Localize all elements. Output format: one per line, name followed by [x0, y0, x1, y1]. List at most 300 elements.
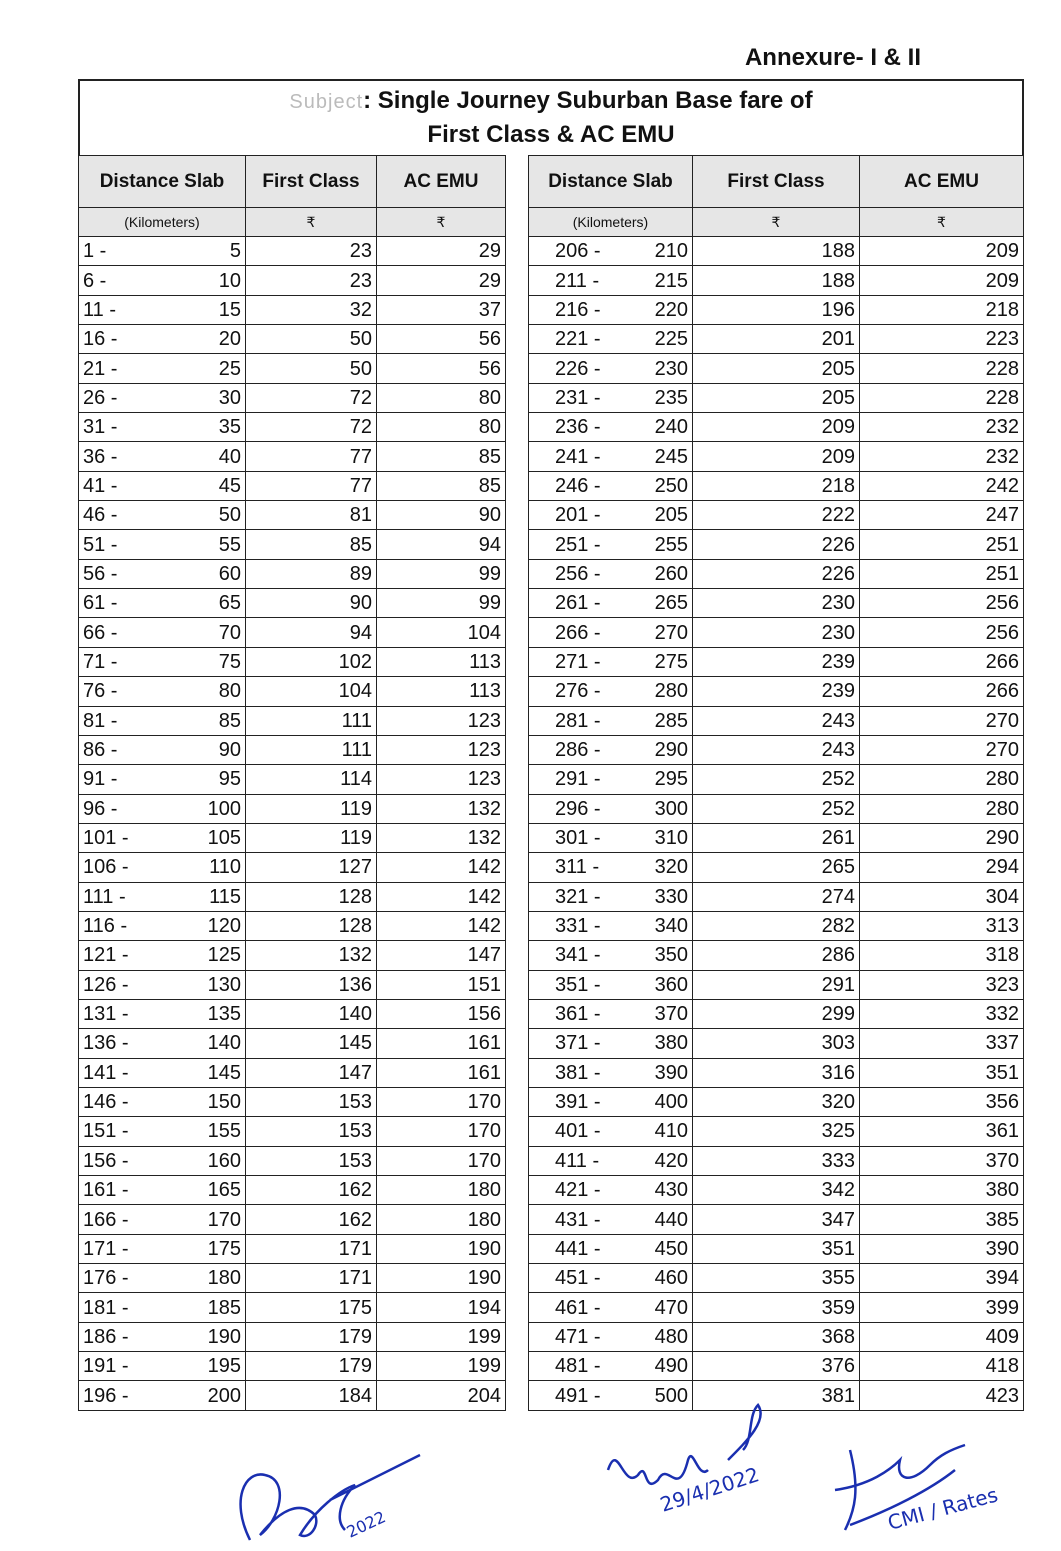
table-row — [79, 911, 506, 940]
table-row — [79, 1058, 506, 1087]
distance-to: 85 — [174, 706, 246, 735]
table-row — [529, 794, 1024, 823]
ac-emu-fare: 399 — [860, 1293, 1024, 1322]
ac-emu-fare: 99 — [377, 559, 506, 588]
first-class-fare: 23 — [246, 266, 377, 295]
ac-emu-fare: 394 — [860, 1264, 1024, 1293]
ac-emu-fare: 228 — [860, 354, 1024, 383]
header-ac-emu: AC EMU — [860, 156, 1024, 208]
distance-from: 1 - — [79, 237, 174, 266]
distance-to: 255 — [617, 530, 693, 559]
ac-emu-fare: 199 — [377, 1352, 506, 1381]
distance-from: 391 - — [529, 1087, 617, 1116]
distance-from: 206 - — [529, 237, 617, 266]
distance-from: 481 - — [529, 1352, 617, 1381]
ac-emu-fare: 356 — [860, 1087, 1024, 1116]
table-row — [529, 1264, 1024, 1293]
table-row — [529, 383, 1024, 412]
ac-emu-fare: 142 — [377, 911, 506, 940]
distance-from: 61 - — [79, 589, 174, 618]
distance-to: 35 — [174, 413, 246, 442]
distance-from: 281 - — [529, 706, 617, 735]
ac-emu-fare: 147 — [377, 941, 506, 970]
ac-emu-fare: 190 — [377, 1264, 506, 1293]
first-class-fare: 274 — [693, 882, 860, 911]
ac-emu-fare: 190 — [377, 1234, 506, 1263]
table-row — [529, 442, 1024, 471]
first-class-fare: 184 — [246, 1381, 377, 1410]
first-class-fare: 179 — [246, 1352, 377, 1381]
ac-emu-fare: 232 — [860, 413, 1024, 442]
table-row — [79, 765, 506, 794]
table-row — [529, 853, 1024, 882]
subheader-rupee: ₹ — [693, 208, 860, 237]
subheader-rupee: ₹ — [860, 208, 1024, 237]
ac-emu-fare: 423 — [860, 1381, 1024, 1410]
ac-emu-fare: 161 — [377, 1058, 506, 1087]
subheader-rupee: ₹ — [377, 208, 506, 237]
distance-from: 266 - — [529, 618, 617, 647]
header-first-class: First Class — [246, 156, 377, 208]
distance-from: 286 - — [529, 735, 617, 764]
first-class-fare: 147 — [246, 1058, 377, 1087]
first-class-fare: 205 — [693, 383, 860, 412]
distance-to: 340 — [617, 911, 693, 940]
first-class-fare: 179 — [246, 1322, 377, 1351]
table-row — [529, 1117, 1024, 1146]
table-row — [529, 882, 1024, 911]
distance-from: 101 - — [79, 823, 174, 852]
header-distance: Distance Slab — [529, 156, 693, 208]
distance-from: 361 - — [529, 999, 617, 1028]
table-row — [529, 647, 1024, 676]
distance-to: 285 — [617, 706, 693, 735]
ac-emu-fare: 142 — [377, 882, 506, 911]
ac-emu-fare: 418 — [860, 1352, 1024, 1381]
distance-to: 380 — [617, 1029, 693, 1058]
distance-from: 331 - — [529, 911, 617, 940]
first-class-fare: 128 — [246, 882, 377, 911]
ac-emu-fare: 280 — [860, 765, 1024, 794]
distance-from: 36 - — [79, 442, 174, 471]
distance-to: 265 — [617, 589, 693, 618]
distance-from: 111 - — [79, 882, 174, 911]
distance-to: 40 — [174, 442, 246, 471]
distance-from: 341 - — [529, 941, 617, 970]
first-class-fare: 218 — [693, 471, 860, 500]
distance-to: 490 — [617, 1352, 693, 1381]
ac-emu-fare: 337 — [860, 1029, 1024, 1058]
distance-to: 430 — [617, 1176, 693, 1205]
ac-emu-fare: 251 — [860, 530, 1024, 559]
distance-to: 150 — [174, 1087, 246, 1116]
first-class-fare: 282 — [693, 911, 860, 940]
distance-to: 50 — [174, 501, 246, 530]
ac-emu-fare: 37 — [377, 295, 506, 324]
distance-to: 210 — [617, 237, 693, 266]
ac-emu-fare: 56 — [377, 325, 506, 354]
first-class-fare: 119 — [246, 794, 377, 823]
table-row — [529, 1087, 1024, 1116]
distance-from: 491 - — [529, 1381, 617, 1410]
first-class-fare: 265 — [693, 853, 860, 882]
ac-emu-fare: 94 — [377, 530, 506, 559]
distance-from: 106 - — [79, 853, 174, 882]
table-row — [79, 618, 506, 647]
table-row — [529, 1322, 1024, 1351]
distance-to: 165 — [174, 1176, 246, 1205]
first-class-fare: 77 — [246, 471, 377, 500]
distance-to: 225 — [617, 325, 693, 354]
distance-from: 251 - — [529, 530, 617, 559]
distance-to: 350 — [617, 941, 693, 970]
table-row — [529, 1293, 1024, 1322]
ac-emu-fare: 90 — [377, 501, 506, 530]
ac-emu-fare: 80 — [377, 383, 506, 412]
first-class-fare: 72 — [246, 383, 377, 412]
signature-2 — [598, 1400, 788, 1520]
table-row — [79, 706, 506, 735]
ac-emu-fare: 113 — [377, 647, 506, 676]
first-class-fare: 90 — [246, 589, 377, 618]
distance-to: 80 — [174, 677, 246, 706]
table-row — [529, 1176, 1024, 1205]
distance-to: 170 — [174, 1205, 246, 1234]
distance-to: 200 — [174, 1381, 246, 1410]
ac-emu-fare: 266 — [860, 677, 1024, 706]
table-row — [529, 1352, 1024, 1381]
distance-to: 390 — [617, 1058, 693, 1087]
ac-emu-fare: 123 — [377, 706, 506, 735]
distance-from: 91 - — [79, 765, 174, 794]
ac-emu-fare: 104 — [377, 618, 506, 647]
distance-to: 295 — [617, 765, 693, 794]
distance-from: 301 - — [529, 823, 617, 852]
distance-to: 260 — [617, 559, 693, 588]
distance-from: 256 - — [529, 559, 617, 588]
distance-from: 166 - — [79, 1205, 174, 1234]
first-class-fare: 239 — [693, 647, 860, 676]
first-class-fare: 171 — [246, 1264, 377, 1293]
ac-emu-fare: 29 — [377, 266, 506, 295]
distance-from: 131 - — [79, 999, 174, 1028]
distance-from: 96 - — [79, 794, 174, 823]
first-class-fare: 243 — [693, 706, 860, 735]
first-class-fare: 127 — [246, 853, 377, 882]
distance-from: 371 - — [529, 1029, 617, 1058]
table-row — [529, 530, 1024, 559]
distance-to: 65 — [174, 589, 246, 618]
first-class-fare: 376 — [693, 1352, 860, 1381]
table-row — [79, 589, 506, 618]
distance-from: 86 - — [79, 735, 174, 764]
distance-to: 175 — [174, 1234, 246, 1263]
first-class-fare: 342 — [693, 1176, 860, 1205]
table-row — [79, 941, 506, 970]
distance-from: 81 - — [79, 706, 174, 735]
distance-from: 441 - — [529, 1234, 617, 1263]
table-row — [79, 442, 506, 471]
first-class-fare: 171 — [246, 1234, 377, 1263]
first-class-fare: 351 — [693, 1234, 860, 1263]
distance-from: 321 - — [529, 882, 617, 911]
distance-from: 261 - — [529, 589, 617, 618]
ac-emu-fare: 161 — [377, 1029, 506, 1058]
signature-1-stroke — [241, 1455, 420, 1540]
ac-emu-fare: 318 — [860, 941, 1024, 970]
distance-to: 60 — [174, 559, 246, 588]
ac-emu-fare: 390 — [860, 1234, 1024, 1263]
distance-to: 470 — [617, 1293, 693, 1322]
ac-emu-fare: 323 — [860, 970, 1024, 999]
distance-to: 270 — [617, 618, 693, 647]
first-class-fare: 226 — [693, 559, 860, 588]
first-class-fare: 347 — [693, 1205, 860, 1234]
distance-from: 291 - — [529, 765, 617, 794]
distance-from: 351 - — [529, 970, 617, 999]
subheader-rupee: ₹ — [246, 208, 377, 237]
table-row — [79, 237, 506, 266]
table-row — [529, 677, 1024, 706]
first-class-fare: 226 — [693, 530, 860, 559]
distance-to: 140 — [174, 1029, 246, 1058]
ac-emu-fare: 132 — [377, 794, 506, 823]
first-class-fare: 132 — [246, 941, 377, 970]
ac-emu-fare: 156 — [377, 999, 506, 1028]
distance-to: 20 — [174, 325, 246, 354]
table-row — [529, 589, 1024, 618]
ac-emu-fare: 85 — [377, 471, 506, 500]
distance-from: 56 - — [79, 559, 174, 588]
distance-to: 195 — [174, 1352, 246, 1381]
first-class-fare: 94 — [246, 618, 377, 647]
distance-to: 30 — [174, 383, 246, 412]
ac-emu-fare: 380 — [860, 1176, 1024, 1205]
ac-emu-fare: 409 — [860, 1322, 1024, 1351]
fare-table-right — [528, 155, 1024, 1411]
distance-from: 401 - — [529, 1117, 617, 1146]
distance-from: 221 - — [529, 325, 617, 354]
distance-from: 411 - — [529, 1146, 617, 1175]
distance-from: 431 - — [529, 1205, 617, 1234]
distance-from: 186 - — [79, 1322, 174, 1351]
first-class-fare: 252 — [693, 765, 860, 794]
distance-to: 300 — [617, 794, 693, 823]
header-ac-emu: AC EMU — [377, 156, 506, 208]
ac-emu-fare: 256 — [860, 589, 1024, 618]
distance-to: 125 — [174, 941, 246, 970]
table-row — [529, 1029, 1024, 1058]
distance-from: 76 - — [79, 677, 174, 706]
distance-to: 275 — [617, 647, 693, 676]
distance-from: 41 - — [79, 471, 174, 500]
ac-emu-fare: 204 — [377, 1381, 506, 1410]
table-row — [79, 354, 506, 383]
table-row — [529, 941, 1024, 970]
ac-emu-fare: 228 — [860, 383, 1024, 412]
table-row — [529, 501, 1024, 530]
distance-to: 290 — [617, 735, 693, 764]
distance-from: 156 - — [79, 1146, 174, 1175]
first-class-fare: 355 — [693, 1264, 860, 1293]
ac-emu-fare: 332 — [860, 999, 1024, 1028]
distance-to: 95 — [174, 765, 246, 794]
table-row — [529, 413, 1024, 442]
distance-from: 231 - — [529, 383, 617, 412]
distance-to: 235 — [617, 383, 693, 412]
table-row — [79, 295, 506, 324]
first-class-fare: 140 — [246, 999, 377, 1028]
distance-to: 215 — [617, 266, 693, 295]
distance-from: 146 - — [79, 1087, 174, 1116]
distance-from: 296 - — [529, 794, 617, 823]
subheader-km: (Kilometers) — [79, 208, 246, 237]
distance-to: 460 — [617, 1264, 693, 1293]
table-row — [529, 354, 1024, 383]
table-row — [79, 794, 506, 823]
ac-emu-fare: 232 — [860, 442, 1024, 471]
ac-emu-fare: 194 — [377, 1293, 506, 1322]
distance-from: 216 - — [529, 295, 617, 324]
first-class-fare: 114 — [246, 765, 377, 794]
first-class-fare: 128 — [246, 911, 377, 940]
ac-emu-fare: 251 — [860, 559, 1024, 588]
ac-emu-fare: 256 — [860, 618, 1024, 647]
ac-emu-fare: 56 — [377, 354, 506, 383]
table-row — [79, 1087, 506, 1116]
distance-to: 130 — [174, 970, 246, 999]
first-class-fare: 316 — [693, 1058, 860, 1087]
ac-emu-fare: 242 — [860, 471, 1024, 500]
distance-to: 25 — [174, 354, 246, 383]
title-box — [78, 79, 1024, 155]
first-class-fare: 72 — [246, 413, 377, 442]
first-class-fare: 145 — [246, 1029, 377, 1058]
ac-emu-fare: 99 — [377, 589, 506, 618]
table-row — [529, 237, 1024, 266]
table-row — [529, 295, 1024, 324]
first-class-fare: 111 — [246, 735, 377, 764]
first-class-fare: 299 — [693, 999, 860, 1028]
first-class-fare: 77 — [246, 442, 377, 471]
header-first-class: First Class — [693, 156, 860, 208]
table-row — [529, 266, 1024, 295]
first-class-fare: 230 — [693, 618, 860, 647]
first-class-fare: 153 — [246, 1117, 377, 1146]
distance-from: 241 - — [529, 442, 617, 471]
table-row — [79, 1293, 506, 1322]
distance-to: 110 — [174, 853, 246, 882]
signature-2-text: 29/4/2022 — [657, 1462, 763, 1517]
distance-to: 220 — [617, 295, 693, 324]
ac-emu-fare: 123 — [377, 765, 506, 794]
distance-to: 155 — [174, 1117, 246, 1146]
ac-emu-fare: 209 — [860, 237, 1024, 266]
ac-emu-fare: 170 — [377, 1117, 506, 1146]
distance-to: 450 — [617, 1234, 693, 1263]
table-row — [529, 1205, 1024, 1234]
signature-1-text: 2022 — [343, 1507, 389, 1542]
first-class-fare: 196 — [693, 295, 860, 324]
table-row — [79, 266, 506, 295]
table-row — [79, 1176, 506, 1205]
signature-3 — [830, 1430, 1020, 1540]
distance-to: 10 — [174, 266, 246, 295]
title-smudge: Subject — [289, 91, 364, 113]
ac-emu-fare: 180 — [377, 1176, 506, 1205]
title-line-1: Subject: Single Journey Suburban Base fare of — [289, 87, 813, 114]
table-row — [79, 1264, 506, 1293]
distance-from: 211 - — [529, 266, 617, 295]
first-class-fare: 381 — [693, 1381, 860, 1410]
table-row — [529, 970, 1024, 999]
distance-from: 161 - — [79, 1176, 174, 1205]
table-row — [79, 471, 506, 500]
table-row — [79, 1381, 506, 1410]
annexure-label: Annexure- I & II — [744, 44, 921, 71]
first-class-fare: 252 — [693, 794, 860, 823]
distance-from: 226 - — [529, 354, 617, 383]
first-class-fare: 243 — [693, 735, 860, 764]
distance-to: 135 — [174, 999, 246, 1028]
distance-from: 471 - — [529, 1322, 617, 1351]
ac-emu-fare: 80 — [377, 413, 506, 442]
table-row — [529, 471, 1024, 500]
distance-from: 66 - — [79, 618, 174, 647]
table-row — [529, 1058, 1024, 1087]
table-row — [529, 559, 1024, 588]
first-class-fare: 320 — [693, 1087, 860, 1116]
first-class-fare: 111 — [246, 706, 377, 735]
distance-from: 181 - — [79, 1293, 174, 1322]
ac-emu-fare: 270 — [860, 735, 1024, 764]
first-class-fare: 188 — [693, 237, 860, 266]
table-row — [79, 413, 506, 442]
distance-from: 26 - — [79, 383, 174, 412]
distance-from: 196 - — [79, 1381, 174, 1410]
table-row — [79, 970, 506, 999]
distance-from: 236 - — [529, 413, 617, 442]
first-class-fare: 162 — [246, 1205, 377, 1234]
first-class-fare: 32 — [246, 295, 377, 324]
distance-to: 310 — [617, 823, 693, 852]
ac-emu-fare: 270 — [860, 706, 1024, 735]
ac-emu-fare: 151 — [377, 970, 506, 999]
distance-to: 330 — [617, 882, 693, 911]
distance-from: 176 - — [79, 1264, 174, 1293]
table-row — [79, 999, 506, 1028]
ac-emu-fare: 266 — [860, 647, 1024, 676]
subheader-km: (Kilometers) — [529, 208, 693, 237]
distance-to: 280 — [617, 677, 693, 706]
table-row — [79, 677, 506, 706]
ac-emu-fare: 223 — [860, 325, 1024, 354]
table-row — [79, 882, 506, 911]
distance-from: 191 - — [79, 1352, 174, 1381]
signature-1 — [220, 1440, 430, 1550]
distance-to: 45 — [174, 471, 246, 500]
table-row — [79, 501, 506, 530]
distance-from: 171 - — [79, 1234, 174, 1263]
first-class-fare: 201 — [693, 325, 860, 354]
first-class-fare: 333 — [693, 1146, 860, 1175]
first-class-fare: 291 — [693, 970, 860, 999]
table-row — [79, 325, 506, 354]
distance-from: 116 - — [79, 911, 174, 940]
distance-from: 21 - — [79, 354, 174, 383]
distance-to: 240 — [617, 413, 693, 442]
table-row — [79, 559, 506, 588]
